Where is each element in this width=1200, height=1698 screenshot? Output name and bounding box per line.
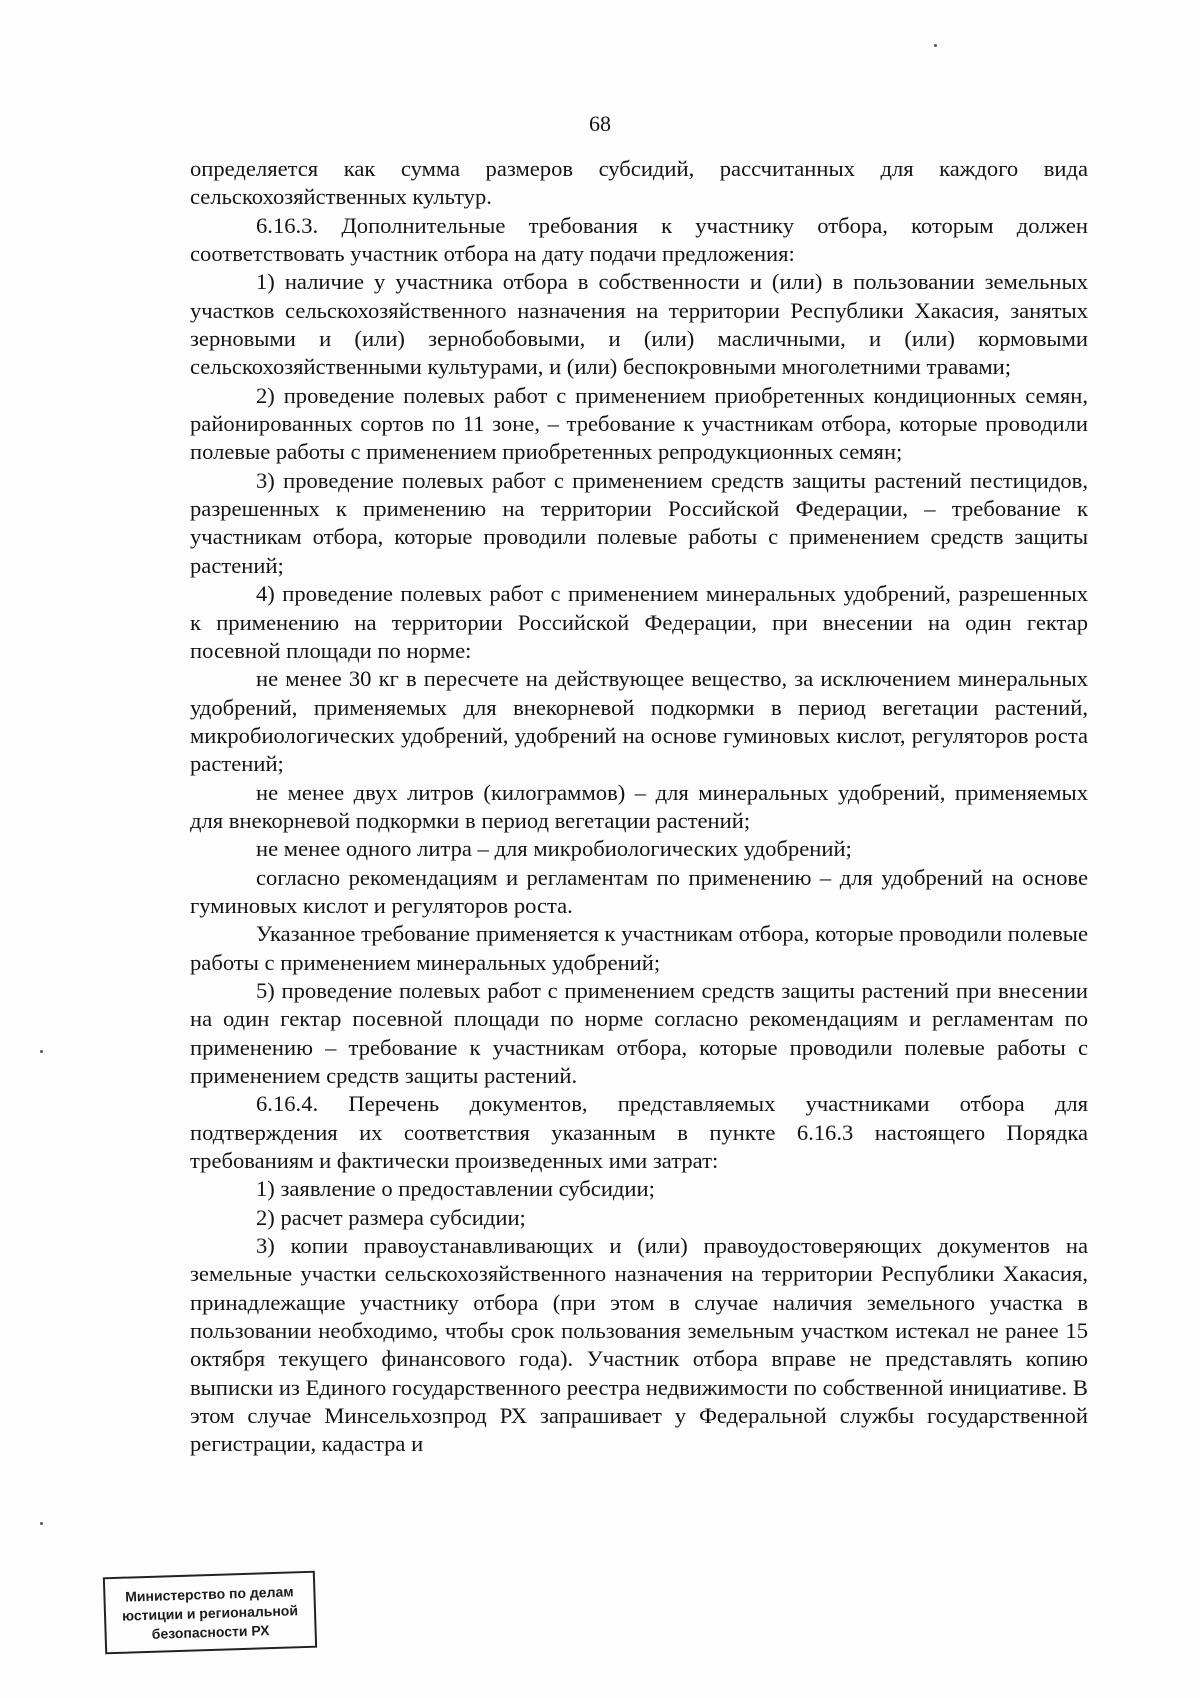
paragraph: 6.16.4. Перечень документов, представляемых участниками отбора для подтверждения их соответствия указанным в пункте 6.16.3 настоящего Порядка требованиям и фактически произведенных ими затрат: [190, 1091, 1088, 1174]
paragraph: 3) проведение полевых работ с применением средств защиты растений пестицидов, разрешенных к применению на территории Российской Федерации, – требование к участникам отбора, которые проводили полевые работы с применением средств защиты растений; [190, 467, 1088, 578]
stamp-line: юстиции и региональной [121, 1602, 299, 1624]
paragraph: согласно рекомендациям и регламентам по применению – для удобрений на основе гуминовых кислот и регуляторов роста. [190, 864, 1088, 918]
page-number: 68 [589, 111, 611, 136]
scan-speck [40, 1522, 43, 1525]
paragraph: не менее двух литров (килограммов) – для минеральных удобрений, применяемых для внекорневой подкормки в период вегетации растений; [190, 779, 1088, 833]
stamp-line: Министерство по делам [124, 1583, 294, 1605]
paragraph: не менее одного литра – для микробиологических удобрений; [256, 836, 852, 862]
paragraph: определяется как сумма размеров субсидий, рассчитанных для каждого вида сельскохозяйственных культур. [190, 156, 1088, 210]
paragraph: 6.16.3. Дополнительные требования к участнику отбора, которым должен соответствовать участник отбора на дату подачи предложения: [190, 212, 1088, 267]
paragraph: 1) наличие у участника отбора в собственности и (или) в пользовании земельных участков сельскохозяйственного назначения на территории Республики Хакасия, занятых зерновыми и (или) зернобобовыми, и (или) масличными, и (или) кормовыми сельскохозяйственными культурами, и (или) беспокровными многолетними травами; [190, 269, 1088, 380]
ministry-stamp [103, 1571, 317, 1655]
paragraph: не менее 30 кг в пересчете на действующее вещество, за исключением минеральных удобрений, применяемых для внекорневой подкормки в период вегетации растений, микробиологических удобрений, удобрений на основе гуминовых кислот, регуляторов роста растений; [190, 666, 1088, 777]
paragraph: 2) проведение полевых работ с применением приобретенных кондиционных семян, районированных сортов по 11 зоне, – требование к участникам отбора, которые проводили полевые работы с применением приобретенных репродукционных семян; [190, 382, 1088, 465]
scan-speck [40, 1050, 43, 1053]
scan-speck [934, 44, 937, 47]
document-body [190, 155, 1088, 1459]
paragraph: 2) расчет размера субсидии; [256, 1204, 526, 1230]
paragraph: 1) заявление о предоставлении субсидии; [256, 1176, 655, 1202]
paragraph: 3) копии правоустанавливающих и (или) правоудостоверяющих документов на земельные участки сельскохозяйственного назначения на территории Республики Хакасия, принадлежащие участнику отбора (при этом в случае наличия земельного участка в пользовании необходимо, чтобы срок пользования земельным участком истекал не ранее 15 октября текущего финансового года). Участник отбора вправе не представлять копию выписки из Единого государственного реестра недвижимости по собственной инициативе. В этом случае Минсельхозпрод РХ запрашивает у Федеральной службы государственной регистрации, кадастра и [190, 1233, 1088, 1457]
stamp-line: безопасности РХ [151, 1622, 270, 1642]
paragraph: Указанное требование применяется к участникам отбора, которые проводили полевые работы с применением минеральных удобрений; [190, 921, 1088, 975]
paragraph: 5) проведение полевых работ с применением средств защиты растений при внесении на один гектар посевной площади по норме согласно рекомендациям и регламентам по применению – требование к участникам отбора, которые проводили полевые работы с применением средств защиты растений. [190, 977, 1088, 1088]
paragraph: 4) проведение полевых работ с применением минеральных удобрений, разрешенных к применению на территории Российской Федерации, при внесении на один гектар посевной площади по норме: [190, 581, 1088, 663]
